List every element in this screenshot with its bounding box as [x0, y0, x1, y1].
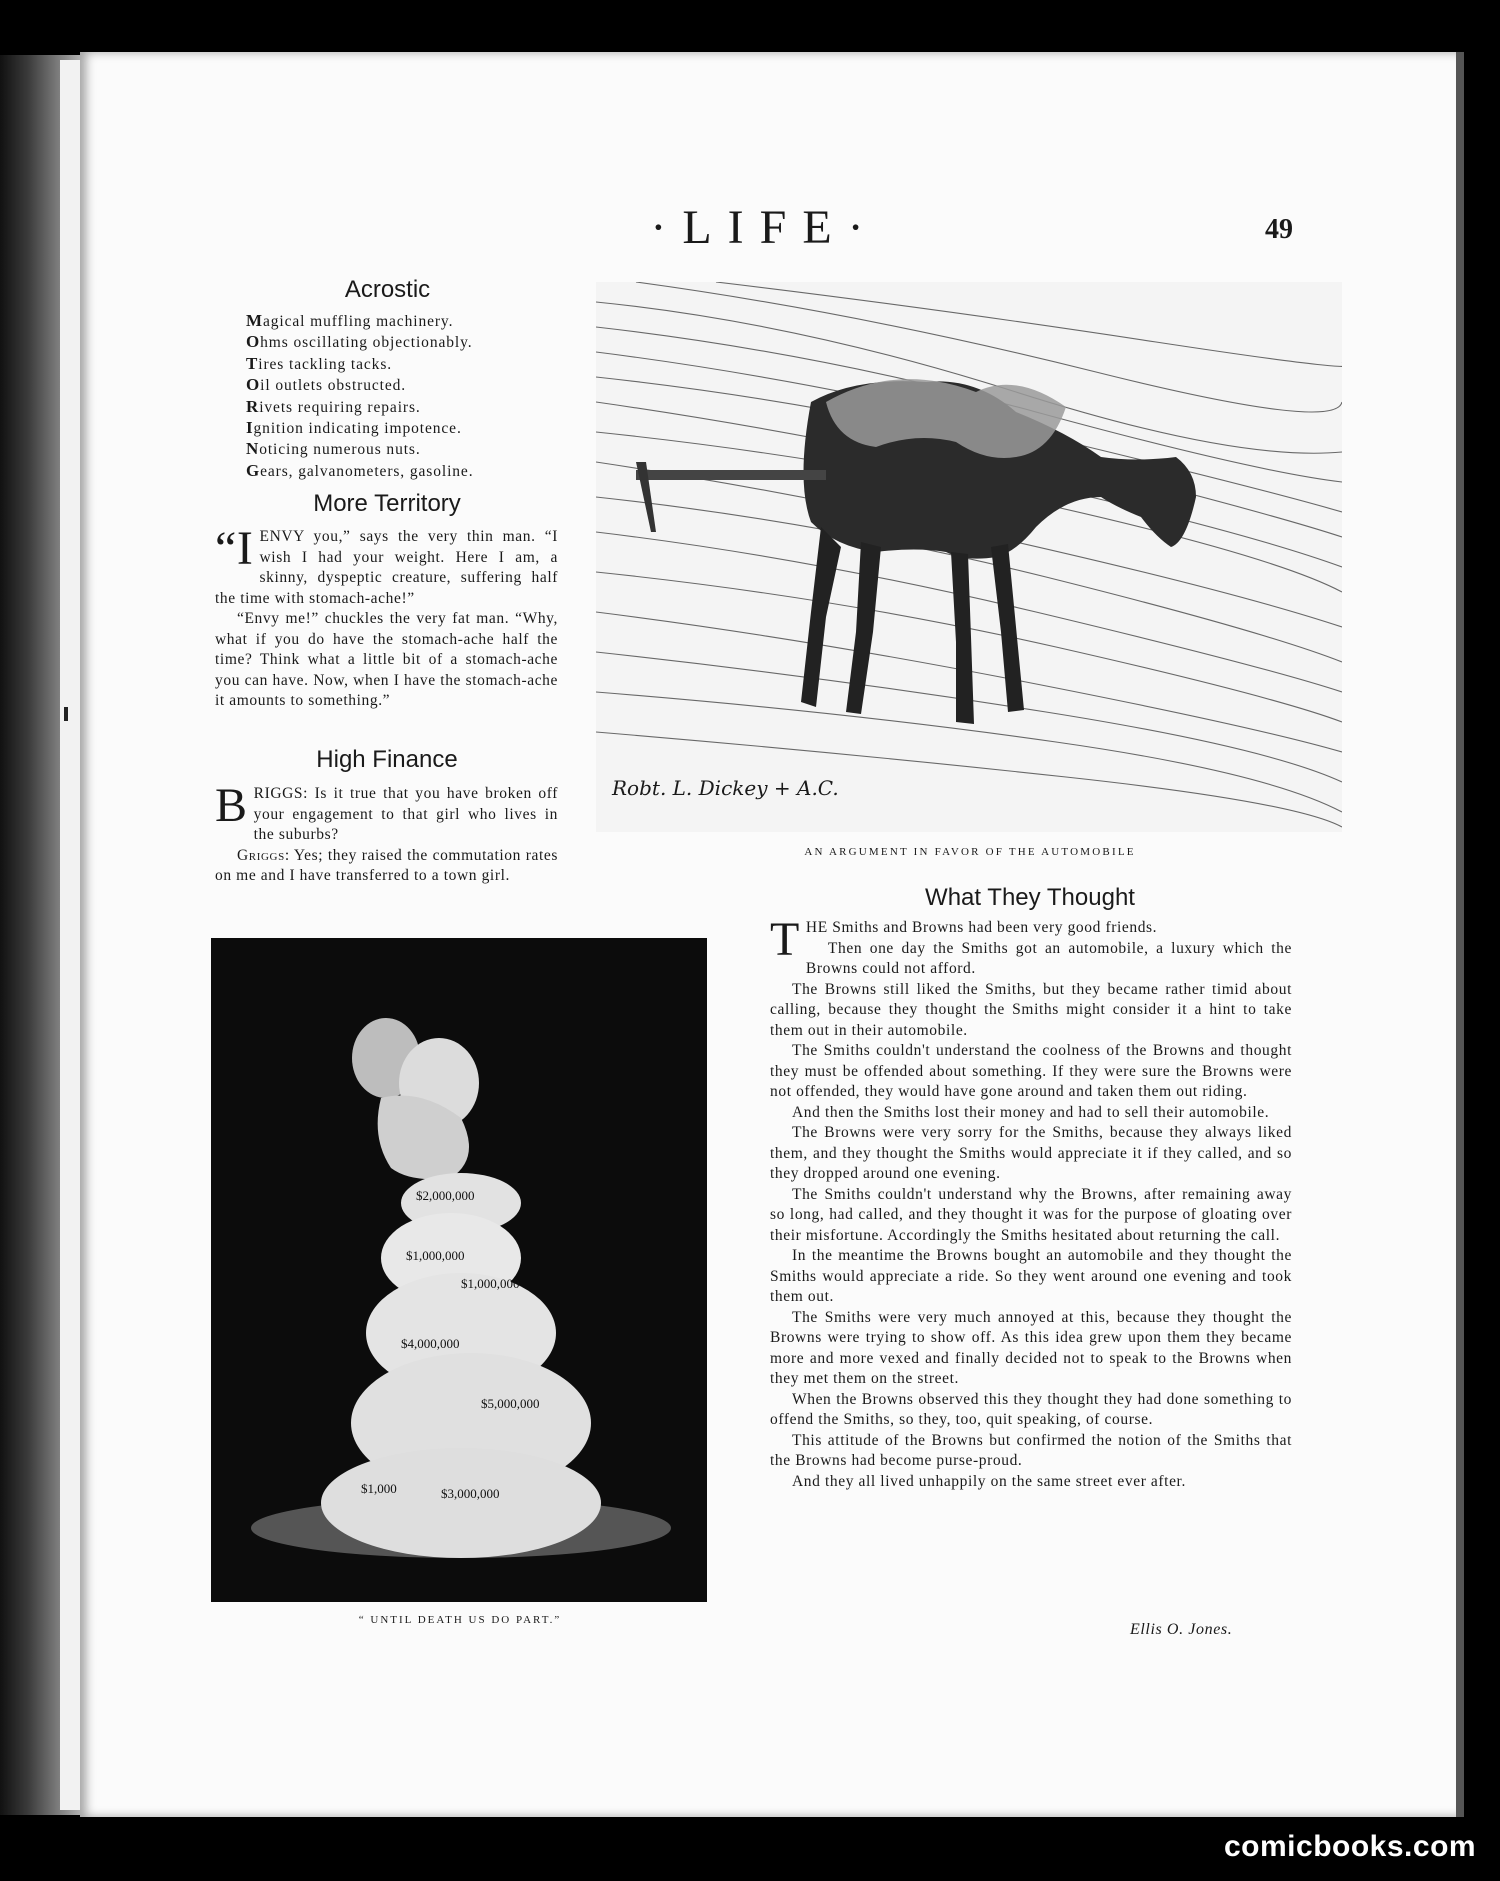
- story-paragraph: And then the Smiths lost their money and had to sell their automobile.: [792, 1103, 1270, 1121]
- acrostic-initial: R: [246, 396, 260, 416]
- acrostic-line: [246, 375, 474, 396]
- money-bag-label: $1,000,000: [461, 1276, 520, 1291]
- acrostic-line: [246, 354, 474, 375]
- story-paragraph-text: HE Smiths and Browns had been very good friends.: [805, 919, 1158, 936]
- margin-mark: [64, 707, 68, 721]
- acrostic-initial: G: [246, 460, 261, 480]
- story-paragraph: The Browns still liked the Smiths, but they became rather timid about calling, because they thought the Smiths might consider it a hint to take them out in their automobile.: [770, 980, 1292, 1039]
- story-paragraph: Then one day the Smiths got an automobile, a luxury which the Browns could not afford.: [805, 939, 1292, 977]
- money-bag-label: $1,000: [361, 1481, 397, 1496]
- acrostic-line: [246, 397, 474, 418]
- drop-cap: “I: [215, 522, 254, 575]
- high-finance-heading: High Finance: [316, 746, 458, 773]
- story-paragraph: The Browns were very sorry for the Smiths, because they always liked them, and they thought the Smiths would appreciate it if they called, and so they dropped around one evening.: [770, 1124, 1292, 1182]
- masthead: ·LIFE·: [650, 201, 880, 254]
- horse-figure: [636, 379, 1196, 724]
- acrostic-initial: O: [246, 375, 261, 395]
- horse-illustration: [596, 282, 1342, 832]
- high-finance-p1: RIGGS: Is it true that you have broken off your engagement to that girl who lives in the suburbs?: [253, 785, 558, 843]
- more-territory-heading: More Territory: [313, 490, 461, 517]
- acrostic-line: [246, 311, 474, 332]
- acrostic-line-text: ires tackling tacks.: [258, 355, 393, 373]
- story-paragraph: The Smiths couldn't understand the coolness of the Browns and thought they must be offended about something. If they were sure the Browns were not offended, they would have gone around and taken them out riding.: [770, 1042, 1292, 1100]
- more-territory-text: [215, 522, 558, 712]
- acrostic-initial: T: [246, 353, 259, 373]
- acrostic-line: [246, 418, 474, 439]
- acrostic-initial: O: [246, 332, 261, 352]
- story-paragraph: When the Browns observed this they thought they had done something to offend the Smiths, so they, too, quit speaking, of course.: [770, 1390, 1292, 1428]
- artist-signature: Robt. L. Dickey + A.C.: [612, 776, 839, 800]
- high-finance-speaker: Griggs: [237, 846, 285, 864]
- acrostic-poem: [246, 311, 474, 482]
- cart-shaft: [636, 470, 826, 480]
- acrostic-line-text: hms oscillating objectionably.: [260, 334, 473, 352]
- watermark: comicbooks.com: [1224, 1830, 1477, 1863]
- drop-cap: T: [770, 913, 800, 966]
- money-bag-label: $3,000,000: [441, 1486, 500, 1501]
- story-paragraph: This attitude of the Browns but confirmed the notion of the Smiths that the Browns had become purse-proud.: [770, 1431, 1292, 1469]
- acrostic-line-text: oticing numerous nuts.: [259, 441, 421, 459]
- page-number: 49: [1265, 214, 1293, 245]
- money-bag-label: $1,000,000: [406, 1248, 465, 1263]
- acrostic-initial: M: [246, 311, 263, 330]
- high-finance-text: [215, 779, 558, 887]
- author-signature: Ellis O. Jones.: [1130, 1621, 1233, 1638]
- high-finance-p2: : Yes; they raised the commutation rates on me and I have transferred to a town girl.: [215, 846, 558, 884]
- money-bag-label: $4,000,000: [401, 1336, 460, 1351]
- drop-cap: B: [215, 779, 248, 832]
- bride-caption: “ UNTIL DEATH US DO PART.”: [358, 1614, 562, 1626]
- acrostic-line: [246, 332, 474, 353]
- money-bag-label: $2,000,000: [416, 1188, 475, 1203]
- bride-drawing: [211, 938, 707, 1602]
- money-bag-label: $5,000,000: [481, 1396, 540, 1411]
- story-paragraph: The Smiths were very much annoyed at this, because they thought the Browns were trying to show off. As this idea grew upon them they became more and more vexed and finally decided not to speak to the Browns when they met them on the street.: [770, 1308, 1292, 1387]
- acrostic-initial: I: [246, 418, 254, 438]
- horse-caption: AN ARGUMENT IN FAVOR OF THE AUTOMOBILE: [804, 846, 1136, 858]
- acrostic-line-text: il outlets obstructed.: [260, 377, 407, 395]
- acrostic-line: [246, 439, 474, 460]
- horse-drawing: [596, 282, 1342, 832]
- more-territory-p2: “Envy me!” chuckles the very fat man. “Why, what if you do have the stomach-ache half the time? Think what a little bit of a stomach-ache you can have. Now, when I have the stomach-ache it amounts to something.”: [215, 610, 558, 709]
- more-territory-p1: ENVY you,” says the very thin man. “I wish I had your weight. Here I am, a skinny, dyspeptic creature, suffering half the time with stomach-ache!”: [215, 528, 558, 607]
- story-paragraph: And they all lived unhappily on the same street ever after.: [792, 1472, 1186, 1490]
- story-paragraph: The Smiths couldn't understand why the Browns, after remaining away so long, had called, and they thought it was for the purpose of gloating over their misfortune. Accordingly the Smiths hesitated about returning the call.: [770, 1185, 1292, 1244]
- acrostic-line-text: ears, galvanometers, gasoline.: [260, 462, 474, 480]
- acrostic-line-text: agical muffling machinery.: [262, 313, 454, 330]
- what-they-thought-text: [770, 913, 1292, 1492]
- acrostic-line-text: ivets requiring repairs.: [259, 398, 421, 416]
- bride-illustration: [211, 938, 707, 1602]
- acrostic-heading: Acrostic: [344, 276, 431, 303]
- acrostic-initial: N: [246, 439, 260, 459]
- acrostic-line: [246, 461, 474, 482]
- story-paragraph: In the meantime the Browns bought an automobile and they thought the Smiths would appreciate a ride. So they went around one evening and took them out.: [770, 1247, 1292, 1305]
- acrostic-line-text: gnition indicating impotence.: [253, 420, 462, 438]
- page-right-edge: [1456, 52, 1464, 1817]
- what-they-thought-heading: What They Thought: [925, 884, 1135, 911]
